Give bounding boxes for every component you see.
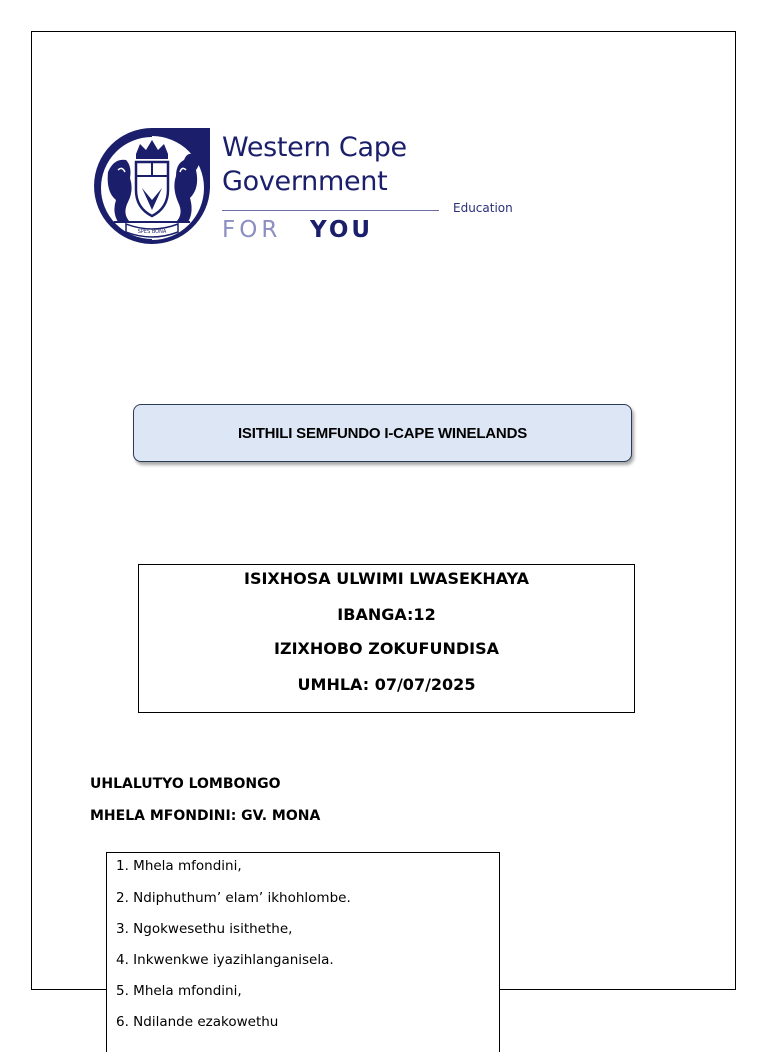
- district-banner: ISITHILI SEMFUNDO I-CAPE WINELANDS: [133, 404, 632, 462]
- section-heading: UHLALUTYO LOMBONGO: [90, 776, 281, 792]
- poem-line: 3. Ngokwesethu isithethe,: [116, 921, 293, 937]
- logo-text-western-cape: Western Cape: [222, 132, 407, 163]
- logo-text-for: FOR: [222, 217, 282, 243]
- poem-line: 2. Ndiphuthum’ elam’ ikhohlombe.: [116, 890, 351, 906]
- logo-text-government: Government: [222, 166, 388, 197]
- poem-line: 6. Ndilande ezakowethu: [116, 1014, 279, 1030]
- logo-text-education: Education: [453, 201, 513, 215]
- coat-of-arms-icon: [92, 126, 212, 248]
- western-cape-government-logo: [92, 126, 532, 250]
- logo-text-you: YOU: [310, 217, 374, 243]
- logo-divider: [222, 210, 439, 211]
- subject-name: ISIXHOSA ULWIMI LWASEKHAYA: [243, 569, 530, 588]
- poem-text-box: [106, 852, 500, 1052]
- crest-motto: SPES BONA: [137, 229, 167, 235]
- document-date: UMHLA: 07/07/2025: [297, 675, 476, 694]
- grade-label: IBANGA:12: [337, 605, 436, 624]
- poem-line: 5. Mhela mfondini,: [116, 983, 242, 999]
- poem-line: 1. Mhela mfondini,: [116, 858, 242, 874]
- material-type: IZIXHOBO ZOKUFUNDISA: [274, 639, 499, 658]
- poem-line: 4. Inkwenkwe iyazihlanganisela.: [116, 952, 334, 968]
- subject-info-box: [138, 564, 635, 713]
- poem-title: MHELA MFONDINI: GV. MONA: [90, 808, 321, 824]
